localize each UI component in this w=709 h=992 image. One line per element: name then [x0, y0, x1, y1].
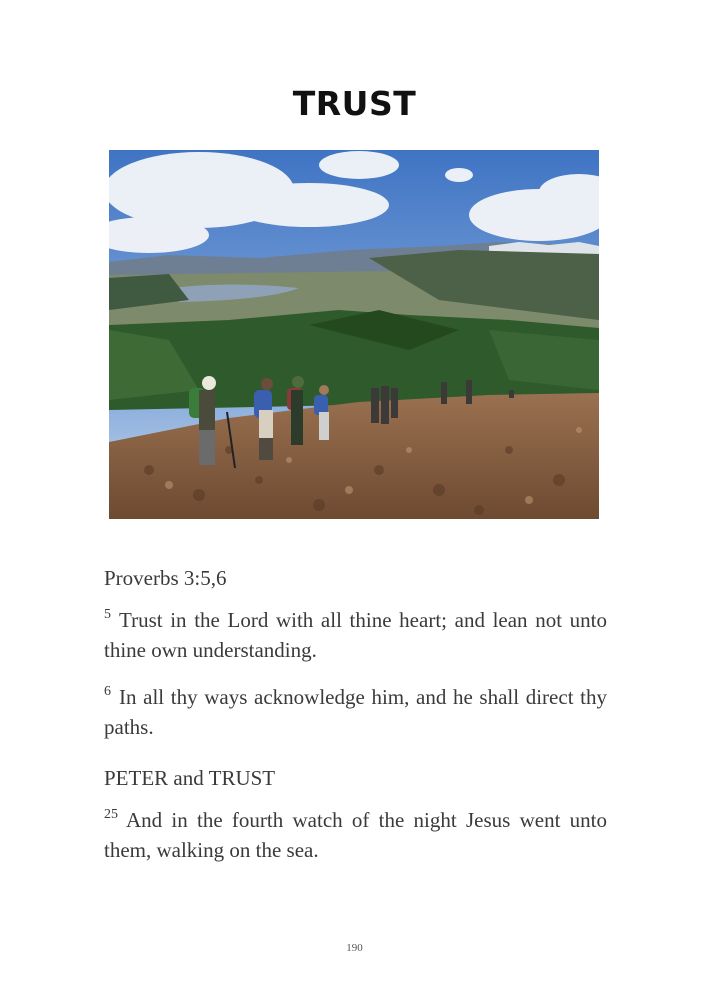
verse-text: In all thy ways acknowledge him, and he shall direct thy paths. [104, 685, 607, 739]
verse-number: 6 [104, 684, 111, 699]
verse-paragraph [104, 605, 607, 665]
verse-text: And in the fourth watch of the night Jesus went unto them, walking on the sea. [104, 808, 607, 862]
section-heading: PETER and TRUST [104, 766, 276, 790]
verse-number: 5 [104, 607, 111, 622]
verse-number: 25 [104, 807, 118, 822]
verse-paragraph [104, 682, 607, 742]
page-title: TRUST [292, 84, 417, 123]
verse-paragraph [104, 805, 607, 865]
page-number: 190 [346, 942, 363, 954]
mountain-hikers-photo [109, 150, 599, 519]
scripture-reference: Proverbs 3:5,6 [104, 566, 227, 590]
verse-text: Trust in the Lord with all thine heart; and lean not unto thine own understanding. [104, 608, 607, 662]
